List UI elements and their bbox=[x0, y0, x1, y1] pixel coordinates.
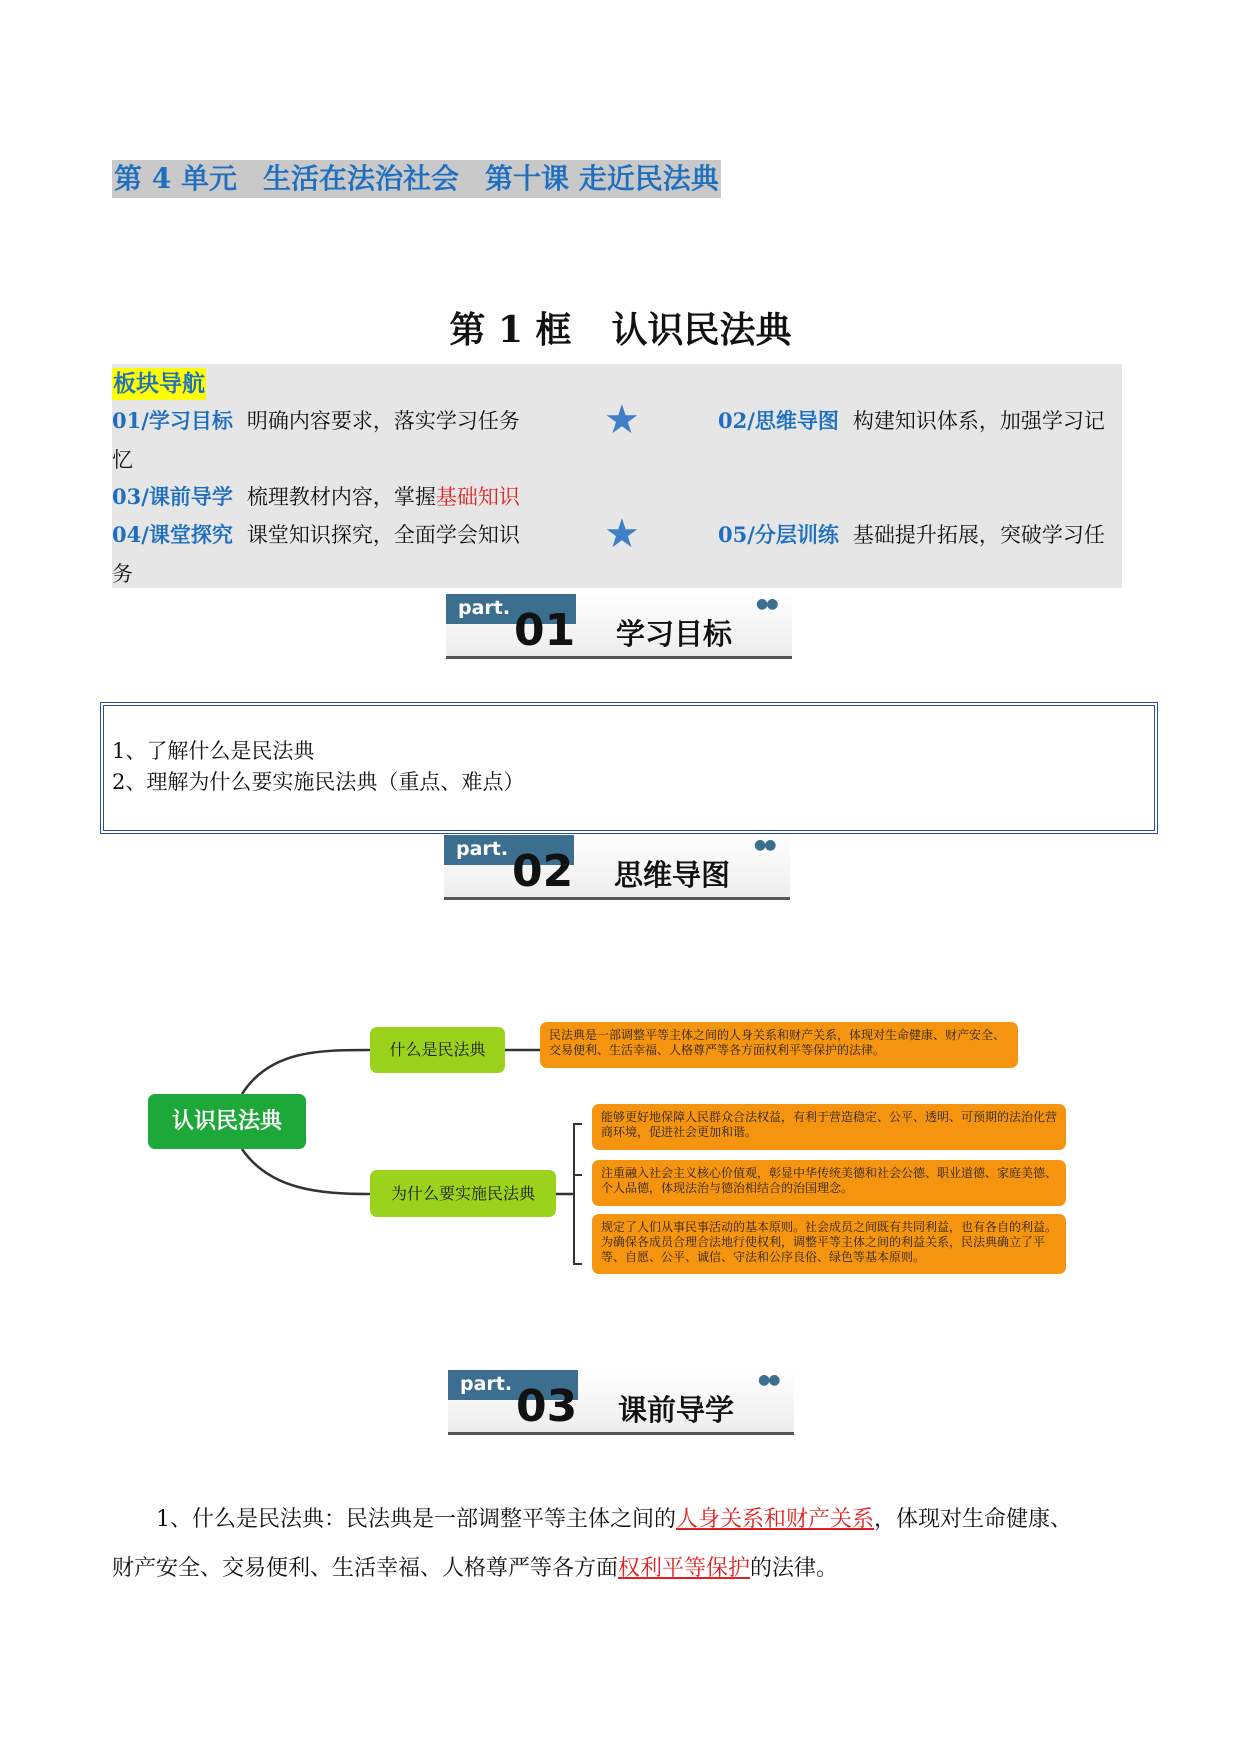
navigation-heading: 板块导航 bbox=[112, 368, 206, 400]
nav-desc: 明确内容要求，落实学习任务 bbox=[246, 409, 520, 433]
mindmap-answer-why: 能够更好地保障人民群众合法权益，有利于营造稳定、公平、透明、可预期的法治化营商环境，促进社会更加和谐。 bbox=[592, 1104, 1066, 1150]
part-word: part. bbox=[458, 597, 511, 619]
key-term: 人身关系和财产关系 bbox=[676, 1507, 875, 1532]
nav-desc: 基础提升拓展，突破学习任 bbox=[852, 523, 1105, 547]
mindmap-answer-why: 注重融入社会主义核心价值观，彰显中华传统美德和社会公德、职业道德、家庭美德、个人品德，体现法治与德治相结合的治国理念。 bbox=[592, 1160, 1066, 1206]
part-name: 课前导学 bbox=[618, 1393, 735, 1427]
frame-label: 第 1 框 bbox=[449, 309, 572, 351]
nav-code: 03/课前导学 bbox=[112, 484, 233, 509]
mindmap-root: 认识民法典 bbox=[148, 1094, 306, 1149]
mindmap-question-why: 为什么要实施民法典 bbox=[370, 1170, 556, 1217]
goal-item: 2、理解为什么要实施民法典（重点、难点） bbox=[112, 770, 525, 794]
star-icon: ★ bbox=[604, 511, 640, 557]
nav-code: 05/分层训练 bbox=[718, 522, 839, 547]
nav-desc-wrap: 务 bbox=[112, 562, 133, 586]
nav-code: 04/课堂探究 bbox=[112, 522, 233, 547]
part-word: part. bbox=[460, 1373, 513, 1395]
part-number: 01 bbox=[514, 605, 576, 656]
star-icon: ★ bbox=[604, 397, 640, 443]
dots-icon: ●● bbox=[758, 1372, 779, 1388]
mindmap-answer-why: 规定了人们从事民事活动的基本原则。社会成员之间既有共同利益，也有各自的利益。为确保各成员合理合法地行使权利，调整平等主体之间的利益关系，民法典确立了平等、自愿、公平、诚信、守法和公序良俗、绿色等基本原则。 bbox=[592, 1214, 1066, 1274]
mindmap-question-what: 什么是民法典 bbox=[370, 1027, 505, 1073]
nav-code: 02/思维导图 bbox=[718, 408, 839, 433]
nav-code: 01/学习目标 bbox=[112, 408, 233, 433]
preview-paragraph-line2 bbox=[112, 1544, 1122, 1593]
nav-desc: 梳理教材内容，掌握 bbox=[246, 485, 436, 509]
goal-item: 1、了解什么是民法典 bbox=[112, 739, 315, 763]
mindmap-answer-what: 民法典是一部调整平等主体之间的人身关系和财产关系，体现对生命健康、财产安全、交易便利、生活幸福、人格尊严等各方面权利平等保护的法律。 bbox=[540, 1022, 1018, 1068]
part-word: part. bbox=[456, 838, 509, 860]
preview-paragraph-line1 bbox=[112, 1495, 1122, 1544]
nav-desc: 课堂知识探究，全面学会知识 bbox=[246, 523, 520, 547]
nav-desc-highlight: 基础知识 bbox=[435, 485, 520, 509]
lesson-name: 第十课 走近民法典 bbox=[485, 162, 719, 195]
nav-desc: 构建知识体系，加强学习记 bbox=[852, 409, 1105, 433]
part-name: 学习目标 bbox=[616, 617, 733, 651]
unit-theme: 生活在法治社会 bbox=[262, 162, 459, 195]
key-term: 权利平等保护 bbox=[618, 1556, 751, 1581]
unit-number: 第 4 单元 bbox=[114, 162, 237, 195]
paragraph-text: 1、什么是民法典：民法典是一部调整平等主体之间的 bbox=[156, 1507, 676, 1532]
frame-name: 认识民法典 bbox=[611, 309, 792, 351]
dots-icon: ●● bbox=[756, 596, 777, 612]
nav-desc-wrap: 忆 bbox=[112, 448, 133, 472]
dots-icon: ●● bbox=[754, 837, 775, 853]
part-03-banner bbox=[448, 1370, 794, 1438]
part-name: 思维导图 bbox=[614, 858, 731, 892]
part-number: 03 bbox=[516, 1381, 578, 1432]
part-number: 02 bbox=[512, 846, 574, 897]
paragraph-text: ，体现对生命健康、 bbox=[874, 1507, 1073, 1532]
paragraph-text: 的法律。 bbox=[750, 1556, 839, 1581]
paragraph-text: 财产安全、交易便利、生活幸福、人格尊严等各方面 bbox=[112, 1556, 619, 1581]
